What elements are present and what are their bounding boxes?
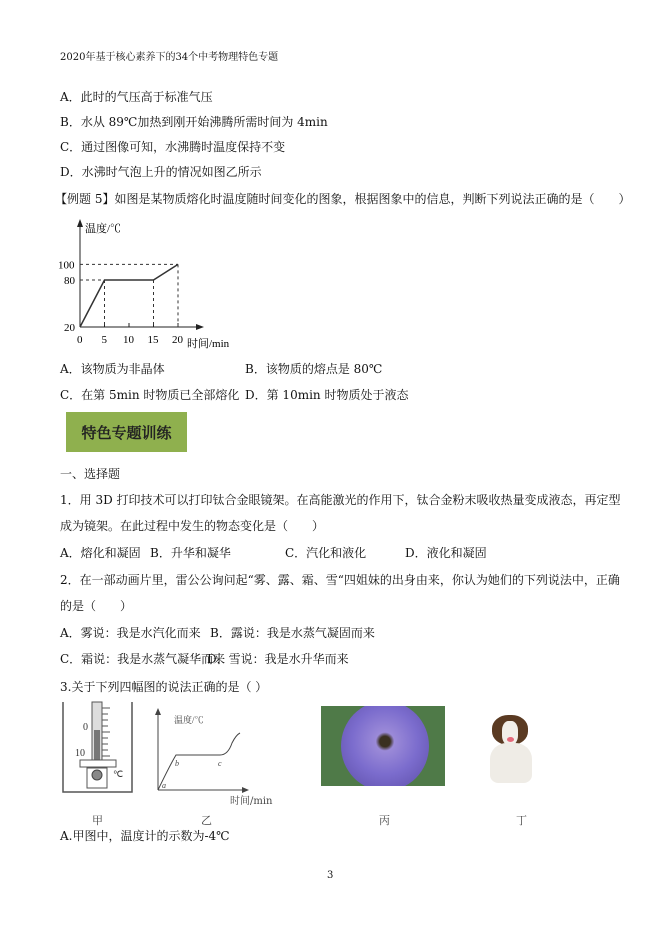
q1-option-b: B．升华和凝华	[150, 546, 231, 560]
x-tick-label: 15	[147, 334, 159, 346]
point-c: c	[218, 759, 222, 768]
y-tick-label: 100	[58, 259, 75, 272]
x-tick-label: 10	[123, 334, 134, 346]
fig-label-yi: 乙	[201, 814, 212, 827]
q2-option-a: A．雾说：我是水汽化而来	[60, 626, 201, 640]
q1-line2: 成为镜架。在此过程中发生的物态变化是（ ）	[60, 519, 325, 533]
x-tick-label: 5	[101, 334, 107, 346]
ex5-option-c: C．在第 5min 时物质已全部熔化	[60, 388, 240, 402]
point-b: b	[175, 759, 179, 768]
q1-option-c: C．汽化和液化	[285, 546, 367, 560]
thermometer-figure	[60, 700, 135, 795]
therm-tick-10: 10	[75, 748, 85, 759]
melting-chart	[55, 215, 255, 360]
heating-graph-figure	[150, 705, 250, 805]
ex5-option-d: D．第 10min 时物质处于液态	[245, 388, 409, 402]
data-line	[80, 264, 178, 327]
q2-option-c: C．霜说：我是水蒸气凝华而来	[60, 652, 226, 666]
fig-label-bing: 丙	[379, 814, 390, 827]
y-axis-arrow	[77, 219, 83, 227]
ex5-option-a: A．该物质为非晶体	[60, 362, 165, 376]
q2-line1: 2．在一部动画片里，雷公公询问起“雾、露、霜、雪“四姐妹的出身由来，你认为她们的下列说法中，正确	[60, 573, 620, 587]
dog-photo	[480, 713, 540, 785]
q2-option-b: B．露说：我是水蒸气凝固而来	[210, 626, 375, 640]
q1-line1: 1．用 3D 打印技术可以打印钛合金眼镜架。在高能激光的作用下，钛合金粉末吸收热量变成液态，再定型	[60, 493, 621, 507]
x-axis-arrow	[196, 324, 204, 330]
ex5-option-b: B．该物质的熔点是 80℃	[245, 362, 383, 376]
q1-option-d: D．液化和凝固	[405, 546, 487, 560]
page-header: 2020年基于核心素养下的34个中考物理特色专题	[60, 52, 279, 63]
fig-label-ding: 丁	[516, 814, 527, 827]
q2-option-d: D．雪说：我是水升华而来	[207, 652, 349, 666]
option-c: C．通过图像可知，水沸腾时温度保持不变	[60, 140, 286, 154]
fig-label-jia: 甲	[92, 814, 103, 827]
therm-unit: ℃	[113, 769, 124, 779]
q3-option-a: A.甲图中，温度计的示数为-4℃	[60, 829, 230, 843]
example5-question: 【例题 5】如图是某物质熔化时温度随时间变化的图象，根据图象中的信息，判断下列说法正确的是（ ）	[55, 192, 631, 206]
graph-xlabel: 时间/min	[230, 796, 273, 807]
option-d: D．水沸时气泡上升的情况如图乙所示	[60, 165, 262, 179]
flower-photo	[321, 706, 445, 786]
graph-ylabel: 温度/℃	[174, 715, 204, 725]
page-number: 3	[327, 870, 334, 881]
y-axis-label: 温度/℃	[85, 223, 122, 235]
q2-line2: 的是（ ）	[60, 599, 133, 613]
x-tick-label: 0	[77, 334, 83, 346]
option-a: A．此时的气压高于标准气压	[60, 90, 213, 104]
x-tick-label: 20	[172, 334, 183, 346]
section-title: 一、选择题	[60, 467, 121, 481]
x-axis-label: 时间/min	[187, 338, 230, 350]
y-tick-label: 20	[64, 322, 75, 334]
option-b: B．水从 89℃加热到刚开始沸腾所需时间为 4min	[60, 115, 328, 129]
section-banner: 特色专题训练	[66, 412, 187, 452]
q3-question: 3.关于下列四幅图的说法正确的是（ ）	[60, 680, 268, 694]
q1-option-a: A．熔化和凝固	[60, 546, 141, 560]
y-tick-label: 80	[64, 275, 75, 287]
point-a: a	[162, 781, 166, 790]
therm-tick-0: 0	[83, 722, 88, 733]
